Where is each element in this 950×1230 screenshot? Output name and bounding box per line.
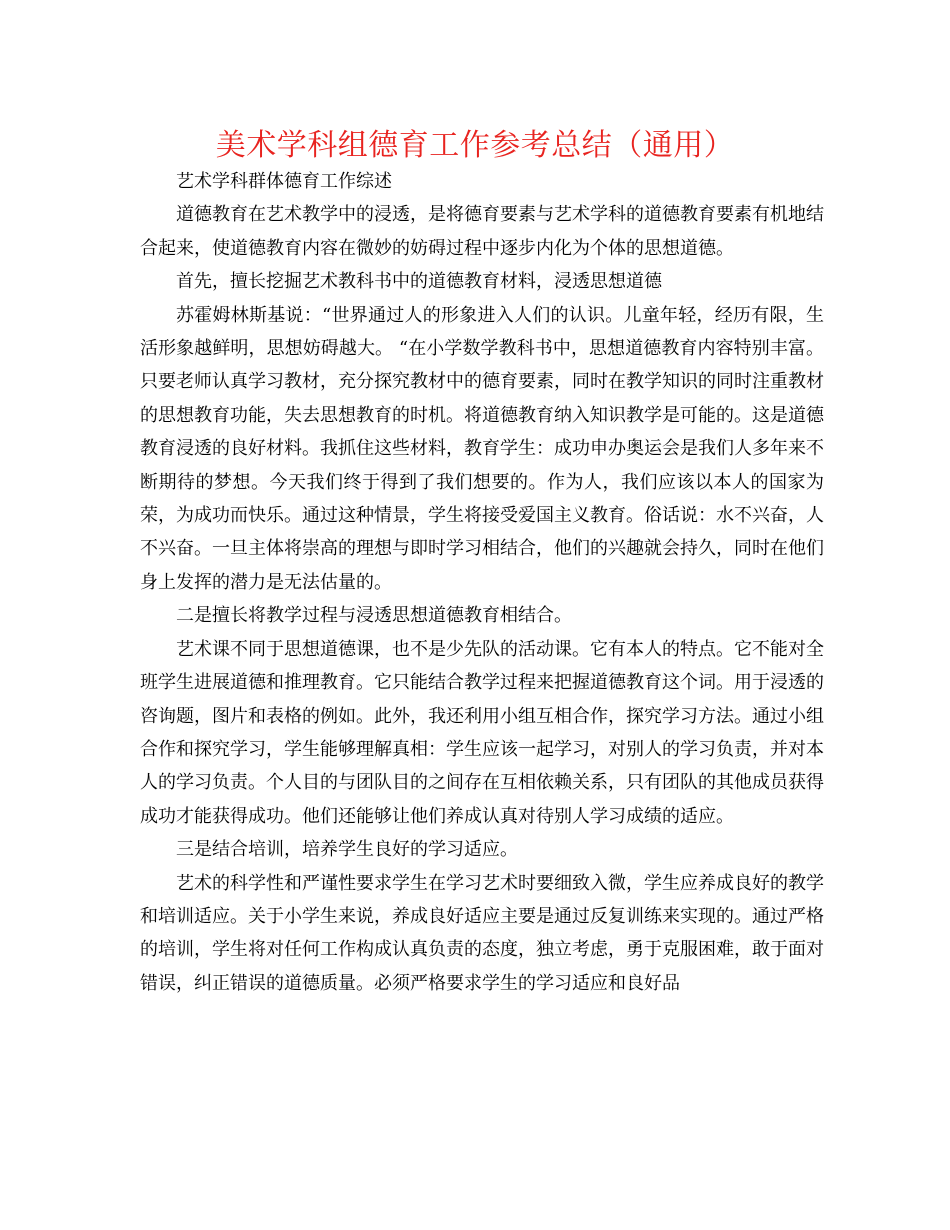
paragraph: 首先，擅长挖掘艺术教科书中的道德教育材料，浸透思想道德 — [176, 271, 662, 293]
paragraph: 艺术的科学性和严谨性要求学生在学习艺术时要细致入微，学生应养成良好的教学和培训适应。关于小学生来说，养成良好适应主要是通过反复训练来实现的。通过严格的培训，学生将对任何工作构成认真负责的态度，独立考虑，勇于克服困难，敢于面对错误，纠正错误的道德质量。必须严格要求学生的学习适应和良好品 — [140, 872, 824, 994]
paragraph: 苏霍姆林斯基说：“世界通过人的形象进入人们的认识。儿童年轻，经历有限，生活形象越鲜明，思想妨碍越大。 “在小学数学教科书中，思想道德教育内容特别丰富。只要老师认真学习教材，充分探究教材中的德育要素，同时在教学知识的同时注重教材的思想教育功能，失去思想教育的时机。将道德教育纳入知识教学是可能的。这是道德教育浸透的良好材料。我抓住这些材料，教育学生：成功申办奥运会是我们人多年来不断期待的梦想。今天我们终于得到了我们想要的。作为人，我们应该以本人的国家为荣，为成功而快乐。通过这种情景，学生将接受爱国主义教育。俗话说：水不兴奋，人不兴奋。一旦主体将崇高的理想与即时学习相结合，他们的兴趣就会持久，同时在他们身上发挥的潜力是无法估量的。 — [140, 304, 824, 593]
paragraph: 三是结合培训，培养学生良好的学习适应。 — [176, 839, 518, 861]
paragraph: 艺术课不同于思想道德课，也不是少先队的活动课。它有本人的特点。它不能对全班学生进展道德和推理教育。它只能结合教学过程来把握道德教育这个词。用于浸透的咨询题，图片和表格的例如。此外，我还利用小组互相合作，探究学习方法。通过小组合作和探究学习，学生能够理解真相：学生应该一起学习，对别人的学习负责，并对本人的学习负责。个人目的与团队目的之间存在互相依赖关系，只有团队的其他成员获得成功才能获得成功。他们还能够让他们养成认真对待别人学习成绩的适应。 — [140, 638, 824, 827]
paragraph: 二是擅长将教学过程与浸透思想道德教育相结合。 — [176, 605, 572, 627]
document-title: 美术学科组德育工作参考总结（通用） — [215, 128, 735, 163]
document-body — [140, 165, 824, 1000]
paragraph: 艺术学科群体德育工作综述 — [176, 171, 392, 192]
paragraph: 道德教育在艺术教学中的浸透，是将德育要素与艺术学科的道德教育要素有机地结合起来，使道德教育内容在微妙的妨碍过程中逐步内化为个体的思想道德。 — [140, 204, 824, 259]
